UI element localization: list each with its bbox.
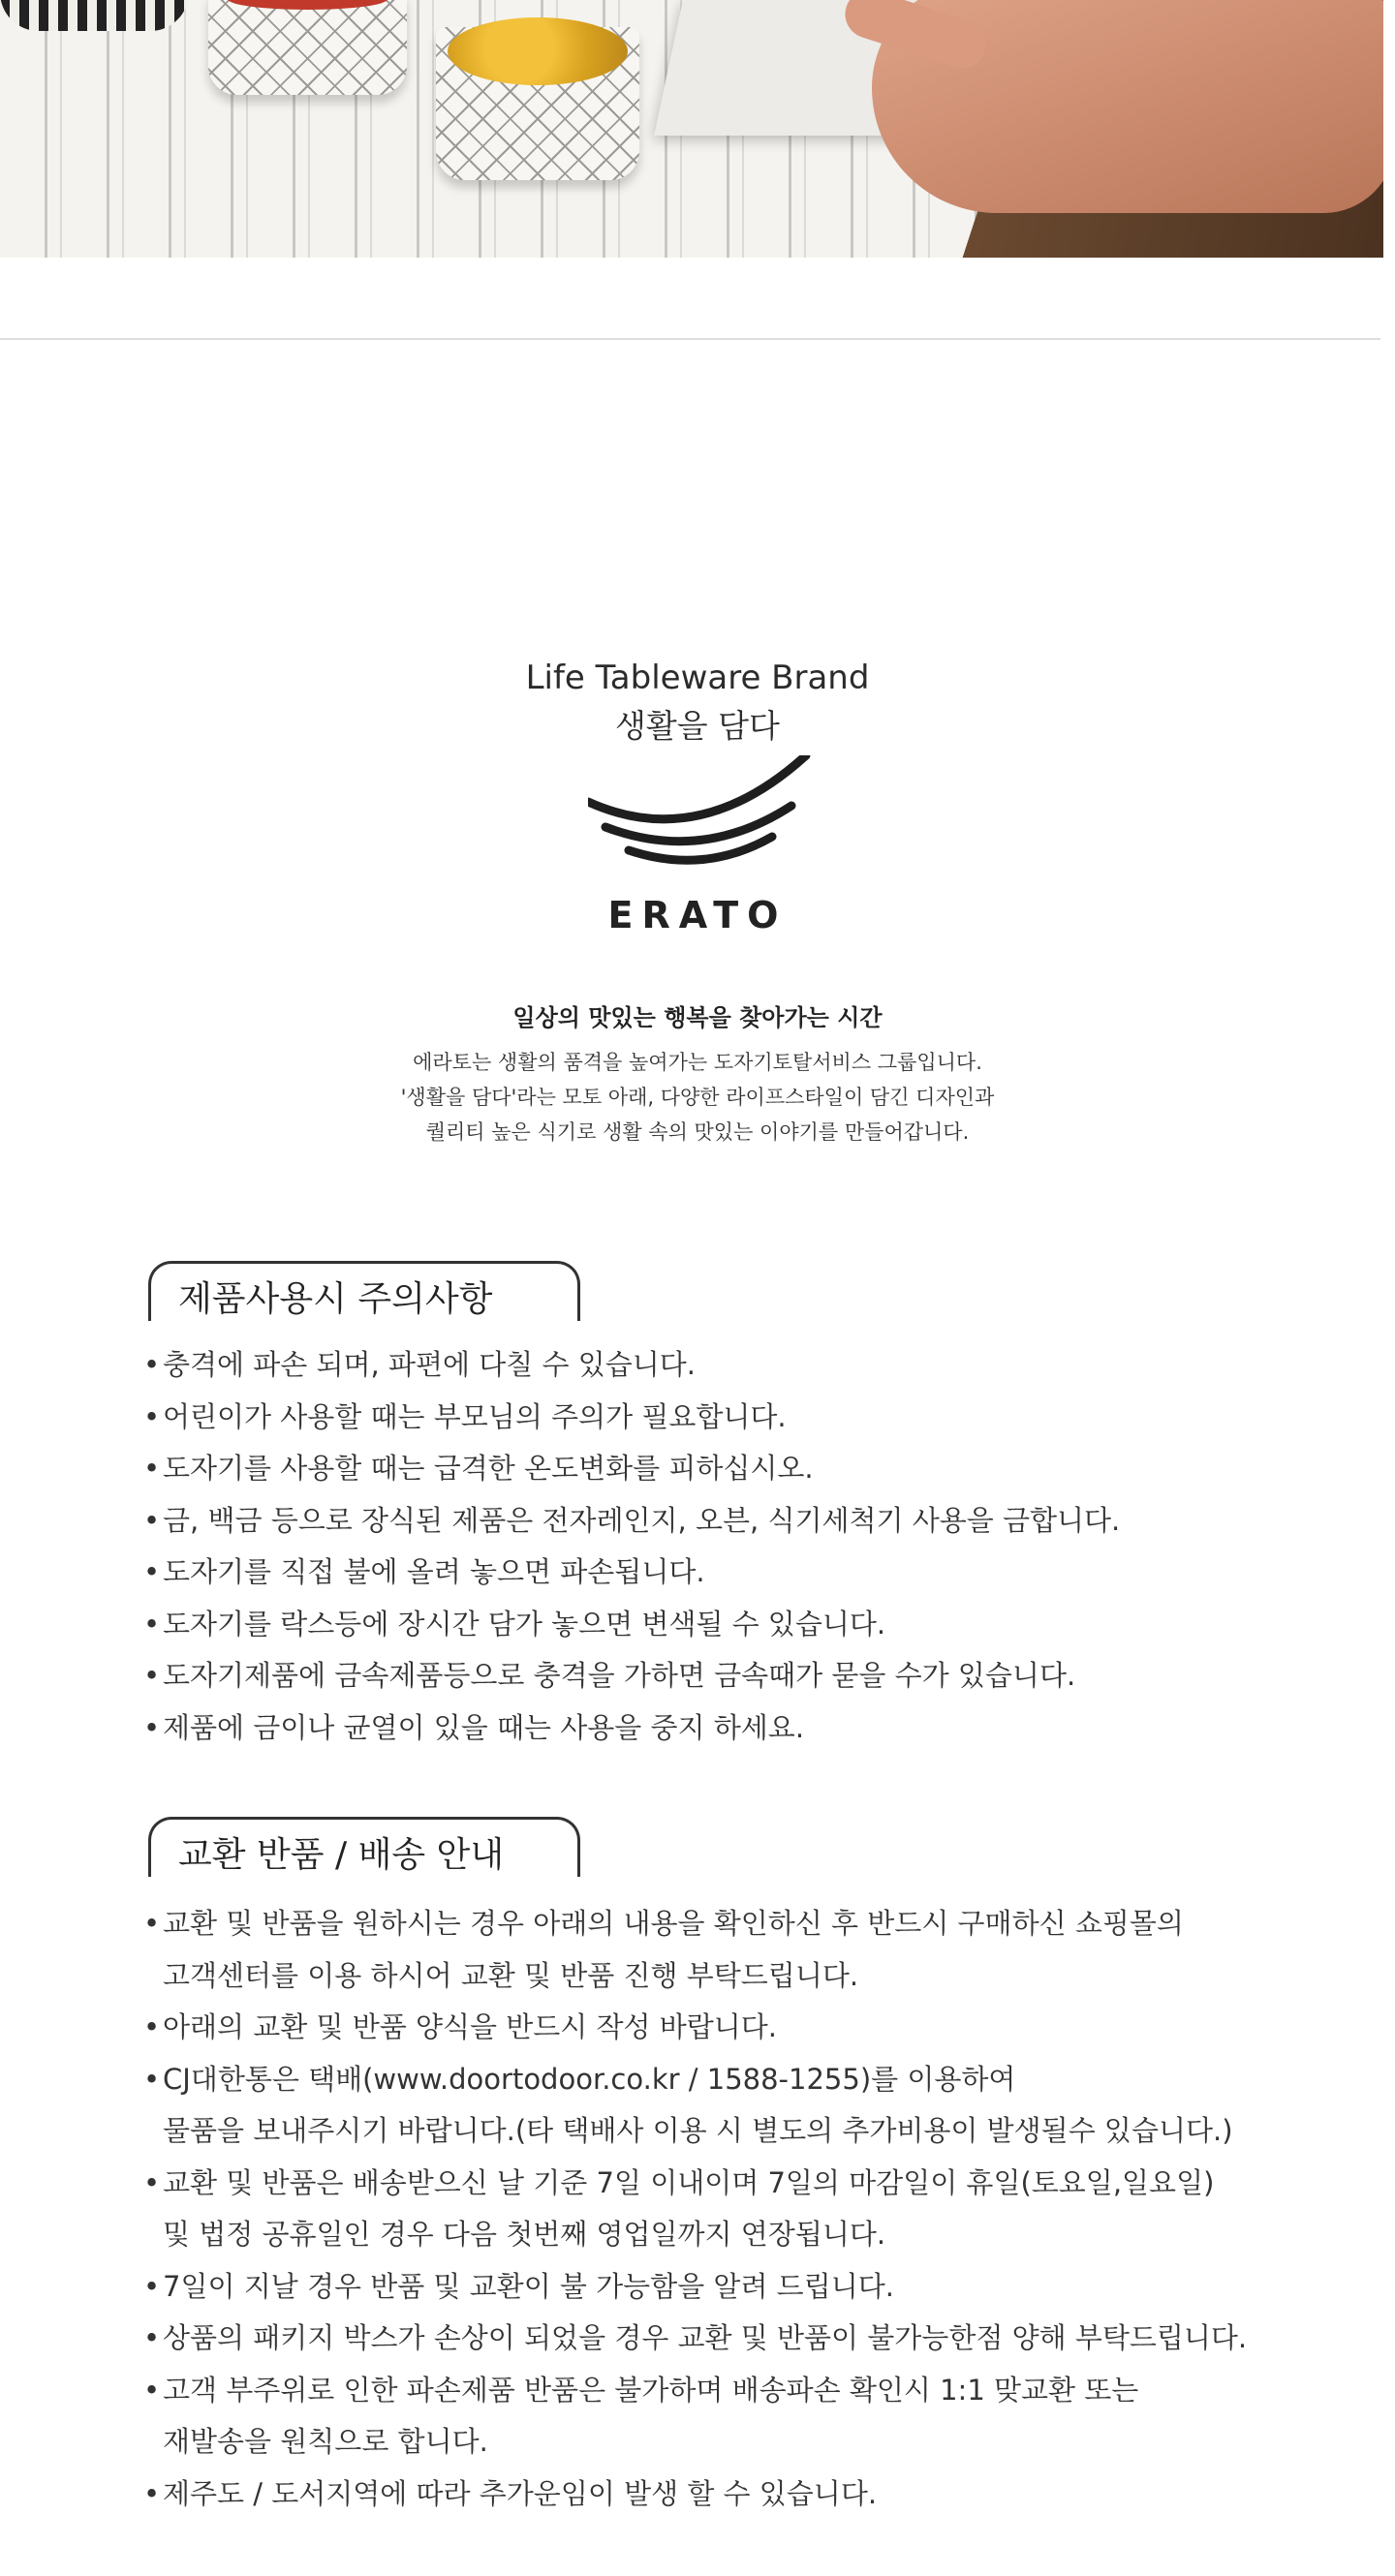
exchange-list (143, 1898, 1306, 2520)
list-item-text-continued: 고객센터를 이용 하시어 교환 및 반품 진행 부탁드립니다. (163, 1958, 859, 1992)
list-item-text: • 어린이가 사용할 때는 부모님의 주의가 필요합니다. (163, 1399, 787, 1433)
list-item-text: • 제품에 금이나 균열이 있을 때는 사용을 중지 하세요. (163, 1710, 805, 1744)
intro-title: 일상의 맛있는 행복을 찾아가는 시간 (512, 1004, 883, 1031)
patterned-bowl (0, 0, 189, 31)
list-item (143, 1547, 1306, 1599)
list-item (143, 2365, 1306, 2469)
list-item (143, 2158, 1306, 2261)
exchange-heading-tab (148, 1817, 580, 1877)
section-divider (0, 338, 1380, 340)
bowl-food (448, 17, 628, 85)
list-item-text: • 도자기를 사용할 때는 급격한 온도변화를 피하십시오. (163, 1452, 814, 1485)
list-item-text: • 고객 부주위로 인한 파손제품 반품은 불가하며 배송파손 확인시 1:1 맞교환 또는 (163, 2373, 1139, 2407)
list-item (143, 1495, 1306, 1548)
list-item-text: • 7일이 지날 경우 반품 및 교환이 불 가능함을 알려 드립니다. (163, 2269, 894, 2303)
list-item-text: • CJ대한통은 택배(www.doortodoor.co.kr / 1588-1255)를 이용하여 (163, 2062, 1016, 2096)
list-item-text-continued: 물품을 보내주시기 바랍니다.(타 택배사 이용 시 별도의 추가비용이 발생될수 있습니다.) (163, 2114, 1233, 2147)
list-item (143, 1898, 1306, 2002)
list-item (143, 1392, 1306, 1444)
list-item (143, 2313, 1306, 2365)
list-item-text-continued: 재발송을 원칙으로 합니다. (163, 2425, 488, 2458)
list-item-text: • 제주도 / 도서지역에 따라 추가운임이 발생 할 수 있습니다. (163, 2476, 878, 2510)
precautions-heading: 제품사용시 주의사항 (178, 1279, 493, 1319)
list-item (143, 1599, 1306, 1651)
list-item (143, 1650, 1306, 1702)
intro-line: 에라토는 생활의 품격을 높여가는 도자기토탈서비스 그룹입니다. (413, 1051, 982, 1074)
list-item (143, 2054, 1306, 2158)
list-item-text: • 충격에 파손 되며, 파편에 다칠 수 있습니다. (163, 1348, 696, 1381)
brand-tagline-ko: 생활을 담다 (615, 707, 780, 745)
list-item-text: • 금, 백금 등으로 장식된 제품은 전자레인지, 오븐, 식기세척기 사용을 금합니다. (163, 1503, 1121, 1537)
list-item (143, 2261, 1306, 2314)
list-item (143, 1339, 1306, 1392)
list-item (143, 2469, 1306, 2521)
precautions-heading-tab (148, 1261, 580, 1321)
list-item-text: • 교환 및 반품을 원하시는 경우 아래의 내용을 확인하신 후 반드시 구매하신 쇼핑몰의 (163, 1907, 1184, 1940)
list-item-text: • 상품의 패키지 박스가 손상이 되었을 경우 교환 및 반품이 불가능한점 양해 부탁드립니다. (163, 2321, 1248, 2354)
list-item-text-continued: 및 법정 공휴일인 경우 다음 첫번째 영업일까지 연장됩니다. (163, 2218, 886, 2251)
list-item (143, 1702, 1306, 1755)
list-item (143, 2002, 1306, 2054)
list-item-text: • 도자기를 직접 불에 올려 놓으면 파손됩니다. (163, 1555, 705, 1588)
brand-logo-wordmark: ERATO (607, 894, 788, 936)
erato-logo-icon (588, 755, 813, 872)
product-lifestyle-photo (0, 0, 1383, 258)
list-item-text: • 도자기를 락스등에 장시간 담가 놓으면 변색될 수 있습니다. (163, 1607, 886, 1641)
list-item (143, 1443, 1306, 1495)
list-item-text: • 교환 및 반품은 배송받으신 날 기준 7일 이내이며 7일의 마감일이 휴일(토요일,일요일) (163, 2165, 1215, 2199)
ceramic-bowl (208, 0, 407, 95)
exchange-heading: 교환 반품 / 배송 안내 (178, 1835, 505, 1875)
brand-tagline-en: Life Tableware Brand (525, 659, 870, 697)
list-item-text: • 아래의 교환 및 반품 양식을 반드시 작성 바랍니다. (163, 2010, 778, 2043)
precautions-list (143, 1339, 1306, 1754)
intro-line: '생활을 담다'라는 모토 아래, 다양한 라이프스타일이 담긴 디자인과 (400, 1086, 995, 1109)
list-item-text: • 도자기제품에 금속제품등으로 충격을 가하면 금속때가 묻을 수가 있습니다. (163, 1659, 1076, 1692)
intro-line: 퀄리티 높은 식기로 생활 속의 맛있는 이야기를 만들어갑니다. (425, 1120, 970, 1144)
